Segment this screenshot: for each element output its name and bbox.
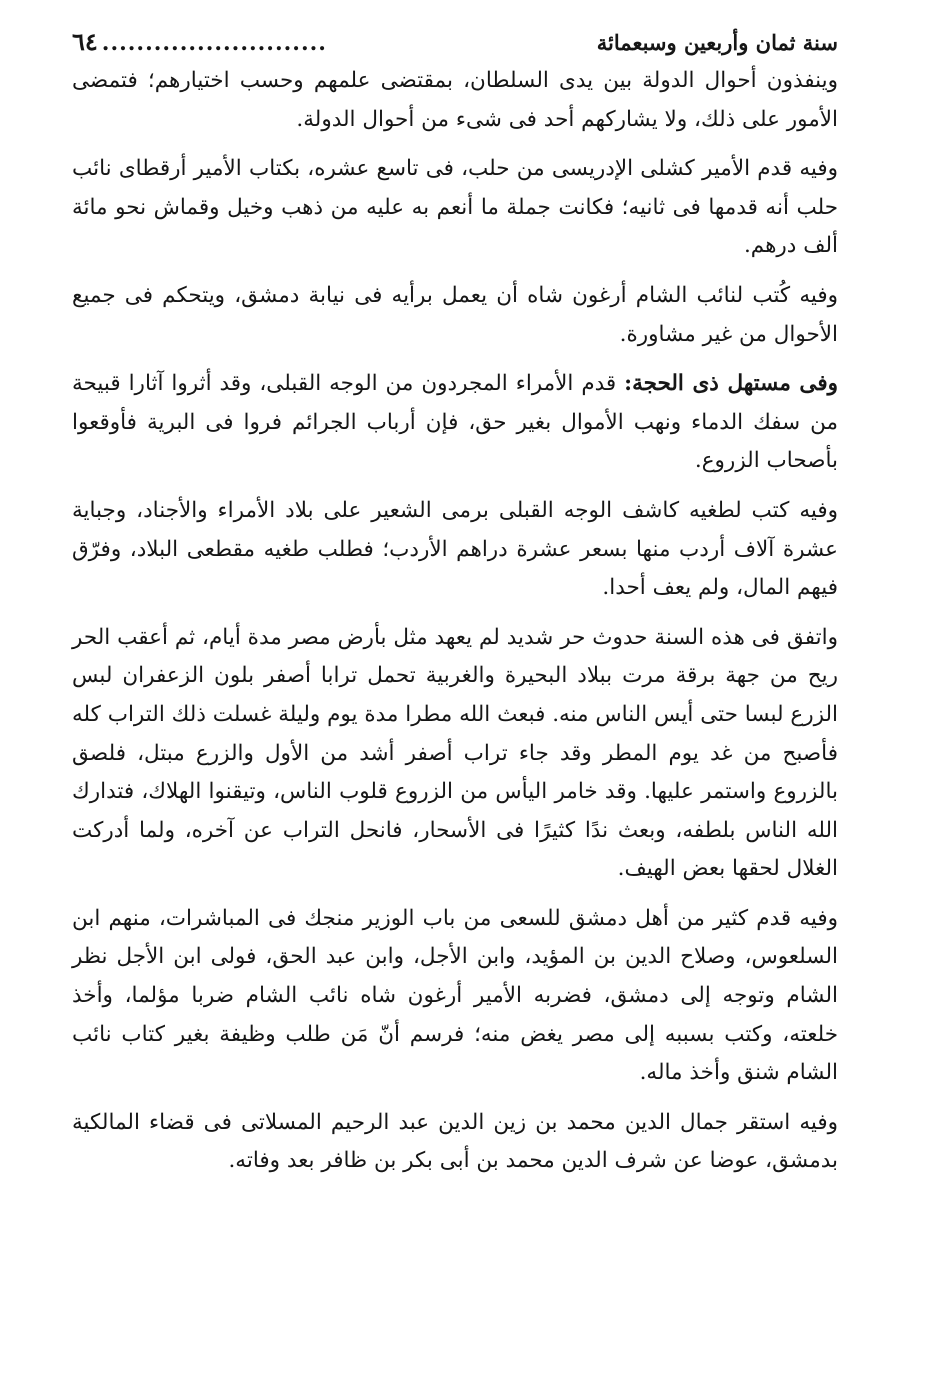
paragraph-text: وفيه استقر جمال الدين محمد بن زين الدين عبد الرحيم المسلاتى فى قضاء المالكية بدمشق، عوضا عن شرف الدين محمد بن أبى بكر بن ظافر بعد وفاته. bbox=[72, 1109, 838, 1174]
paragraph-text: وفيه كُتب لنائب الشام أرغون شاه أن يعمل برأيه فى نيابة دمشق، ويتحكم فى جميع الأحوال من غير مشاورة. bbox=[72, 282, 838, 347]
paragraph-text: وفيه قدم الأمير كشلى الإدريسى من حلب، فى تاسع عشره، بكتاب الأمير أرقطاى نائب حلب أنه قدمها فى ثانيه؛ فكانت جملة ما أنعم به عليه من ذهب وخيل وقماش نحو مائة ألف درهم. bbox=[72, 156, 838, 259]
paragraph-1 bbox=[72, 62, 838, 139]
paragraph-3 bbox=[72, 277, 838, 354]
paragraph-text: وفيه قدم كثير من أهل دمشق للسعى من باب الوزير منجك فى المباشرات، منهم ابن السلعوس، وصلاح الدين بن المؤيد، وابن الأجل، وابن عبد الحق، فولى ابن الأجل نظر الشام وتوجه إلى دمشق، فضربه الأمير أرغون شاه نائب الشام ضربا مؤلما، وأخذ خلعته، وكتب بسببه إلى مصر يغض منه؛ فرسم أنّ مَن طلب وظيفة بغير كتاب نائب الشام شنق وأخذ ماله. bbox=[72, 905, 838, 1086]
paragraph-lead: وفى مستهل ذى الحجة: bbox=[624, 371, 838, 397]
page-number: ٦٤ bbox=[72, 27, 98, 56]
paragraph-7 bbox=[72, 900, 838, 1093]
paragraph-4 bbox=[72, 365, 838, 481]
paragraph-8 bbox=[72, 1104, 838, 1181]
running-header bbox=[72, 22, 838, 62]
book-page bbox=[72, 22, 838, 1181]
paragraph-text: وينفذون أحوال الدولة بين يدى السلطان، بمقتضى علمهم وحسب اختيارهم؛ فتمضى الأمور على ذلك، ولا يشاركهم أحد فى شىء من أحوال الدولة. bbox=[72, 68, 838, 132]
leader-dots: .......................... bbox=[101, 30, 327, 56]
paragraph-5 bbox=[72, 492, 838, 608]
paragraph-text: قدم الأمراء المجردون من الوجه القبلى، وقد أثروا آثارا قبيحة من سفك الدماء ونهب الأموال بغير حق، فإن أرباب الجرائم فروا فى البرية فأوقعوا بأصحاب الزروع. bbox=[72, 371, 838, 474]
running-title: سنة ثمان وأربعين وسبعمائة bbox=[596, 30, 838, 55]
header-left-group bbox=[72, 22, 327, 63]
paragraph-text: واتفق فى هذه السنة حدوث حر شديد لم يعهد مثل بأرض مصر مدة أيام، ثم أعقب الحر ريح من جهة برقة مرت ببلاد البحيرة والغربية تحمل ترابا أصفر بلون الزعفران لبس الزرع لبسا حتى أيس الناس منه. فبعث الله مطرا مدة يوم وليلة غسلت ذلك التراب كله فأصبح من غد يوم المطر وقد جاء تراب أصفر أشد من الأول والزرع مبتل، فلصق بالزروع واستمر عليها. وقد خامر اليأس من الزروع قلوب الناس، وتيقنوا الهلاك، فتدارك الله الناس بلطفه، وبعث ندًا كثيرًا فى الأسحار، فانحل التراب عن آخره، ولما أدركت الغلال لحقها بعض الهيف. bbox=[72, 624, 838, 882]
paragraph-6 bbox=[72, 619, 838, 889]
body-text bbox=[72, 62, 838, 1181]
paragraph-2 bbox=[72, 150, 838, 266]
paragraph-text: وفيه كتب لطغيه كاشف الوجه القبلى برمى الشعير على بلاد الأمراء والأجناد، وجباية عشرة آلاف أردب منها بسعر عشرة دراهم الأردب؛ فطلب طغيه مقطعى البلاد، وفرّق فيهم المال، ولم يعف أحدا. bbox=[72, 497, 838, 601]
